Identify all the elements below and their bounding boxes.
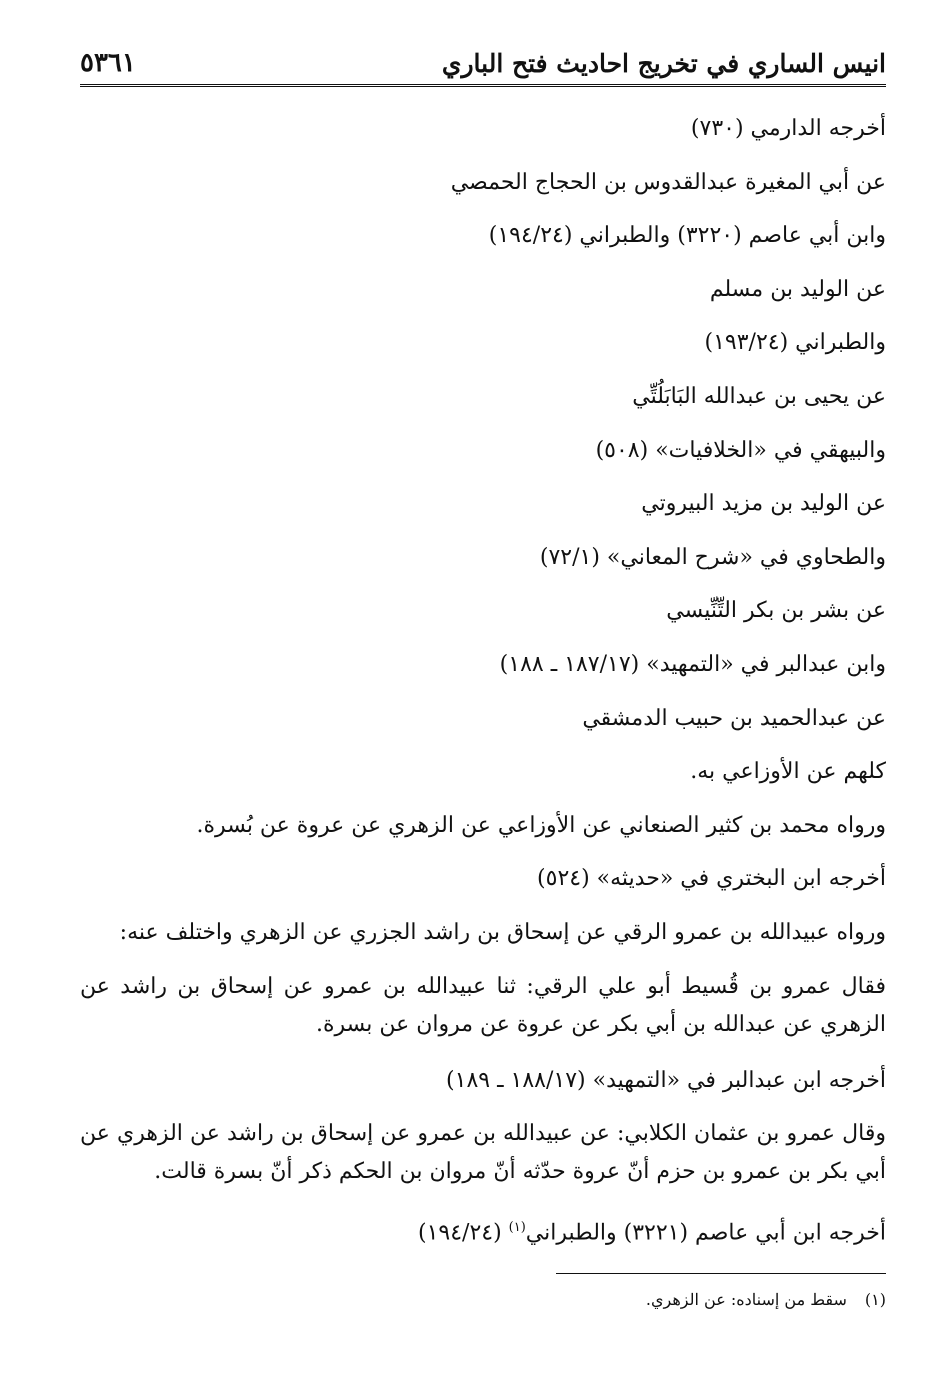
text-segment: أخرجه ابن أبي عاصم (٣٢٢١) والطبراني	[525, 1220, 886, 1246]
text-line: عن الوليد بن مسلم	[709, 276, 886, 302]
footnote-text: سقط من إسناده: عن الزهري.	[645, 1290, 847, 1309]
text-line: عن عبدالحميد بن حبيب الدمشقي	[582, 705, 886, 731]
text-line: والبيهقي في «الخلافيات» (٥٠٨)	[595, 437, 886, 463]
text-line: ورواه عبيدالله بن عمرو الرقي عن إسحاق بن راشد الجزري عن الزهري واختلف عنه:	[119, 919, 886, 945]
footnote-marker: (١)	[508, 1220, 526, 1236]
paragraph: وقال عمرو بن عثمان الكلابي: عن عبيدالله بن عمرو عن إسحاق بن راشد عن الزهري عن أبي بكر بن عمرو بن حزم أنّ عروة حدّثه أنّ مروان بن الحكم ذكر أنّ بسرة قالت.	[80, 1121, 886, 1185]
page-body	[80, 104, 886, 1257]
text-line: أخرجه ابن البختري في «حديثه» (٥٢٤)	[537, 866, 886, 892]
text-segment: (١٩٤/٢٤)	[417, 1220, 509, 1246]
text-line: أخرجه الدارمي (٧٣٠)	[690, 116, 886, 141]
text-line: أخرجه ابن عبدالبر في «التمهيد» (١٨٨/١٧ ـ ١٨٩)	[446, 1067, 886, 1093]
footnote-number: (١)	[864, 1290, 886, 1309]
text-line-with-footnote-ref	[80, 1203, 886, 1257]
text-line: والطحاوي في «شرح المعاني» (٧٢/١)	[539, 544, 886, 570]
text-line: عن الوليد بن مزيد البيروتي	[641, 491, 886, 517]
text-line: كلهم عن الأوزاعي به.	[690, 759, 886, 785]
book-title: انيس الساري في تخريج احاديث فتح الباري	[441, 48, 886, 78]
text-line: والطبراني (١٩٣/٢٤)	[704, 330, 886, 356]
text-line: وابن عبدالبر في «التمهيد» (١٨٧/١٧ ـ ١٨٨)	[499, 651, 886, 677]
footnote	[480, 1290, 886, 1309]
text-line: عن بشر بن بكر التِّنِّيسي	[666, 598, 886, 624]
text-line: عن أبي المغيرة عبدالقدوس بن الحجاج الحمصي	[450, 169, 886, 195]
page-header	[80, 42, 886, 87]
text-line: عن يحيى بن عبدالله البَابَلُتِّي	[632, 383, 886, 409]
text-line: وابن أبي عاصم (٣٢٢٠) والطبراني (١٩٤/٢٤)	[488, 223, 886, 249]
footnote-divider	[556, 1273, 886, 1274]
paragraph: فقال عمرو بن قُسيط أبو علي الرقي: ثنا عبيدالله بن عمرو عن إسحاق بن راشد عن الزهري عن عبدالله بن أبي بكر عن عروة عن مروان عن بسرة.	[80, 973, 886, 1037]
text-line: ورواه محمد بن كثير الصنعاني عن الأوزاعي عن الزهري عن عروة عن بُسرة.	[196, 812, 886, 838]
page-number: ٥٣٦١	[80, 48, 136, 78]
